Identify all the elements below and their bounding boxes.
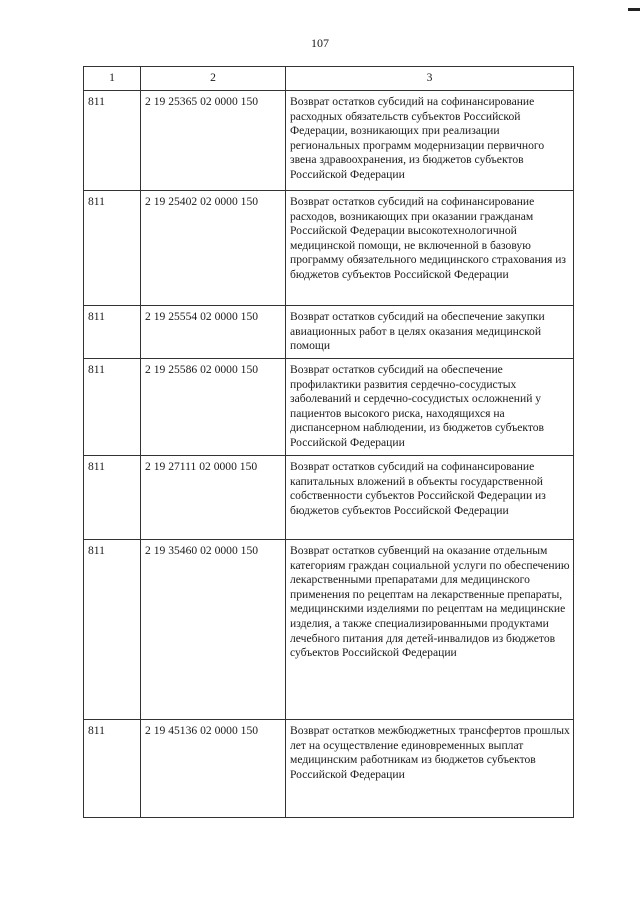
table-row: [84, 720, 574, 818]
description-cell: Возврат остатков субсидий на обеспечение закупки авиационных работ в целях оказания медицинской помощи: [286, 306, 574, 359]
table-row: [84, 456, 574, 540]
table-row: [84, 191, 574, 306]
column-header-3: 3: [286, 67, 574, 91]
table-header-row: [84, 67, 574, 91]
budget-code-cell: 2 19 45136 02 0000 150: [141, 720, 286, 818]
corner-scan-mark: [628, 8, 640, 11]
budget-code-cell: 2 19 27111 02 0000 150: [141, 456, 286, 540]
admin-code-cell: 811: [84, 540, 141, 720]
column-header-1: 1: [84, 67, 141, 91]
budget-code-cell: 2 19 25402 02 0000 150: [141, 191, 286, 306]
column-header-2: 2: [141, 67, 286, 91]
description-cell: Возврат остатков субсидий на софинансирование капитальных вложений в объекты государственной собственности субъектов Российской Федерации из бюджетов субъектов Российской Федерации: [286, 456, 574, 540]
description-cell: Возврат остатков субсидий на софинансирование расходов, возникающих при оказании гражданам Российской Федерации высокотехнологичной медицинской помощи, не включенной в базовую программу обязательного медицинского страхования из бюджетов субъектов Российской Федерации: [286, 191, 574, 306]
budget-code-cell: 2 19 25586 02 0000 150: [141, 359, 286, 456]
description-cell: Возврат остатков субсидий на обеспечение профилактики развития сердечно-сосудистых заболеваний и сердечно-сосудистых осложнений у пациентов высокого риска, находящихся на диспансерном наблюдении, из бюджетов субъектов Российской Федерации: [286, 359, 574, 456]
budget-codes-table: [83, 66, 574, 818]
table-row: [84, 540, 574, 720]
admin-code-cell: 811: [84, 91, 141, 191]
budget-code-cell: 2 19 25554 02 0000 150: [141, 306, 286, 359]
budget-code-cell: 2 19 35460 02 0000 150: [141, 540, 286, 720]
description-cell: Возврат остатков субвенций на оказание отдельным категориям граждан социальной услуги по обеспечению лекарственными препаратами для медицинского применения по рецептам на лекарственные препараты, медицинскими изделиями по рецептам на медицинские изделия, а также специализированными продуктами лечебного питания для детей-инвалидов из бюджетов субъектов Российской Федерации: [286, 540, 574, 720]
admin-code-cell: 811: [84, 720, 141, 818]
admin-code-cell: 811: [84, 306, 141, 359]
admin-code-cell: 811: [84, 456, 141, 540]
admin-code-cell: 811: [84, 359, 141, 456]
table-row: [84, 359, 574, 456]
table-row: [84, 306, 574, 359]
admin-code-cell: 811: [84, 191, 141, 306]
description-cell: Возврат остатков межбюджетных трансфертов прошлых лет на осуществление единовременных выплат медицинским работникам из бюджетов субъектов Российской Федерации: [286, 720, 574, 818]
table-row: [84, 91, 574, 191]
budget-code-cell: 2 19 25365 02 0000 150: [141, 91, 286, 191]
description-cell: Возврат остатков субсидий на софинансирование расходных обязательств субъектов Российской Федерации, возникающих при реализации региональных программ модернизации первичного звена здравоохранения, из бюджетов субъектов Российской Федерации: [286, 91, 574, 191]
page-number: 107: [311, 36, 329, 50]
